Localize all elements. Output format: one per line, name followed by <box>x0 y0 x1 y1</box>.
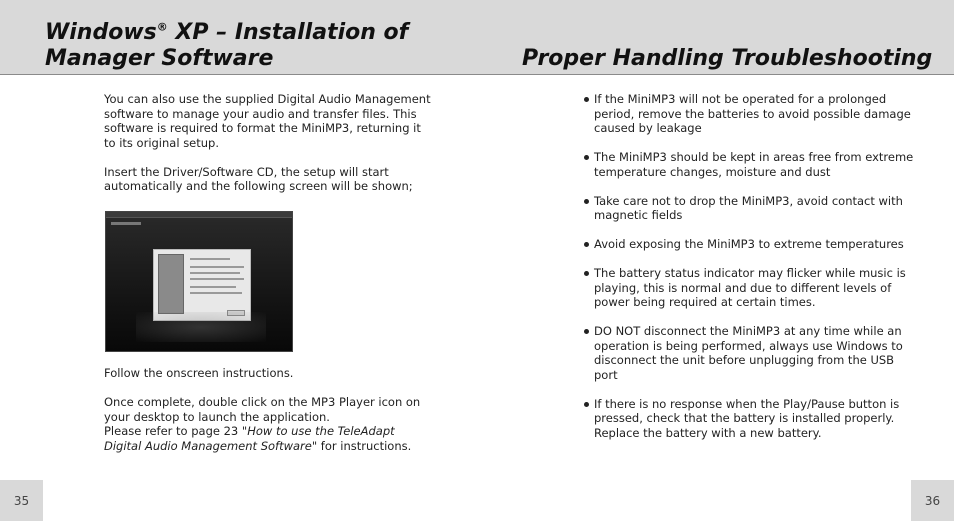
page-number-right: 36 <box>911 480 954 521</box>
bullet-icon <box>584 242 589 247</box>
setup-dialog <box>153 249 251 321</box>
dialog-text-line <box>190 278 244 280</box>
list-item: Avoid exposing the MiniMP3 to extreme temperatures <box>584 237 914 252</box>
follow-instructions-paragraph: Follow the onscreen instructions. <box>104 366 294 380</box>
bullet-icon <box>584 199 589 204</box>
left-followup-text <box>104 366 434 453</box>
window-label <box>111 222 141 225</box>
dialog-text-line <box>190 292 242 294</box>
setup-screen-image <box>105 211 293 352</box>
right-page-title: Proper Handling Troubleshooting <box>522 46 933 71</box>
list-item: If there is no response when the Play/Pause button is pressed, check that the battery is installed properly. Replace the battery with a new battery. <box>584 397 914 441</box>
list-item: If the MiniMP3 will not be operated for a prolonged period, remove the batteries to avoid possible damage caused by leakage <box>584 92 914 136</box>
dialog-text-line <box>190 258 230 260</box>
refer-page-paragraph: Please refer to page 23 "How to use the TeleAdapt Digital Audio Management Software" for instructions. <box>104 424 412 453</box>
dialog-side-graphic <box>158 254 184 314</box>
bullet-icon <box>584 329 589 334</box>
dialog-text-line <box>190 286 236 288</box>
dialog-text-line <box>190 266 244 268</box>
left-page-title: Windows® XP – Installation of Manager Software <box>45 20 409 71</box>
bullet-icon <box>584 155 589 160</box>
list-item: DO NOT disconnect the MiniMP3 at any time while an operation is being performed, always use Windows to disconnect the unit before unplugging from the USB port <box>584 324 914 382</box>
left-intro-text <box>104 92 434 194</box>
bullet-icon <box>584 97 589 102</box>
list-item: The battery status indicator may flicker while music is playing, this is normal and due to different levels of power being required at certain times. <box>584 266 914 310</box>
intro-paragraph: You can also use the supplied Digital Audio Management software to manage your audio and transfer files. This software is required to format the MiniMP3, returning it to its original setup. <box>104 92 431 150</box>
page-number-left: 35 <box>0 480 43 521</box>
window-titlebar <box>106 212 292 218</box>
list-item: Take care not to drop the MiniMP3, avoid contact with magnetic fields <box>584 194 914 223</box>
list-item: The MiniMP3 should be kept in areas free from extreme temperature changes, moisture and dust <box>584 150 914 179</box>
image-reflection <box>136 312 266 342</box>
insert-cd-paragraph: Insert the Driver/Software CD, the setup will start automatically and the following screen will be shown; <box>104 164 413 193</box>
bullet-icon <box>584 402 589 407</box>
troubleshooting-list <box>584 92 914 455</box>
dialog-text-line <box>190 272 240 274</box>
launch-app-paragraph: Once complete, double click on the MP3 Player icon on your desktop to launch the application. <box>104 395 421 424</box>
bullet-icon <box>584 271 589 276</box>
